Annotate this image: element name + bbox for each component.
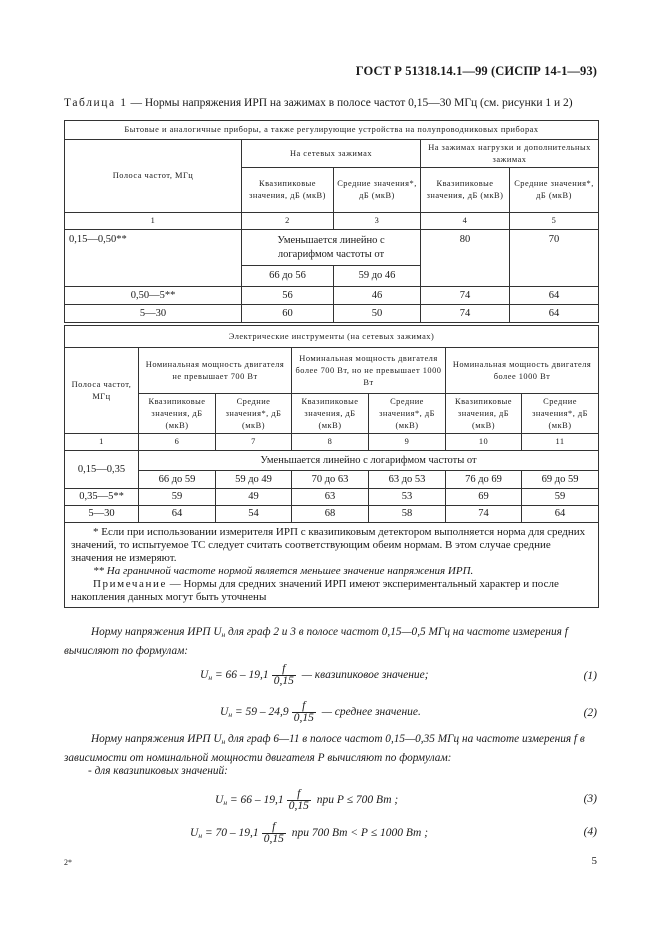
table2-cell: 68 bbox=[292, 506, 369, 523]
table1-group-mains: На сетевых зажимах bbox=[242, 140, 421, 168]
paragraph-1-text-b: для граф 2 и 3 в полосе частот 0,15—0,5 МГц на частоте измерения f вычисляют по формулам: bbox=[64, 626, 568, 657]
formula-lhs: U bbox=[220, 706, 229, 719]
table2-merged-note: Уменьшается линейно с логарифмом частоты от bbox=[139, 451, 599, 471]
table1-cell: 56 bbox=[242, 287, 334, 305]
table1-col-number: 4 bbox=[421, 213, 510, 230]
equation-number: (3) bbox=[583, 793, 597, 805]
table2-cell: 58 bbox=[369, 506, 446, 523]
table1-col-number: 3 bbox=[334, 213, 421, 230]
equation-number: (1) bbox=[583, 670, 597, 682]
table-caption-label: Таблица 1 bbox=[64, 97, 128, 109]
table1-cell: 74 bbox=[421, 287, 510, 305]
fraction-numerator: f bbox=[262, 822, 286, 834]
table2-col-avg: Средние значения*, дБ (мкВ) bbox=[216, 394, 292, 434]
paragraph-1 bbox=[64, 624, 598, 659]
table1-col-avg: Средние значения*, дБ (мкВ) bbox=[334, 168, 421, 213]
table1-freq-header: Полоса частот, МГц bbox=[65, 140, 242, 213]
table1-col-number: 2 bbox=[242, 213, 334, 230]
table1-cell: 64 bbox=[510, 287, 599, 305]
subscript: н bbox=[198, 831, 203, 841]
table1-row-freq: 0,50—5** bbox=[65, 287, 242, 305]
table1-cell: 74 bbox=[421, 305, 510, 323]
table2-cell: 64 bbox=[139, 506, 216, 523]
subscript: н bbox=[228, 710, 233, 720]
paragraph-2-text-a: Норму напряжения ИРП U bbox=[91, 733, 222, 745]
fraction bbox=[272, 664, 296, 687]
table2-cell: 53 bbox=[369, 489, 446, 506]
table-caption bbox=[64, 97, 573, 109]
note-3 bbox=[71, 578, 592, 604]
table1-cell: 80 bbox=[421, 230, 510, 287]
table2-power-group: Номинальная мощность двигателя более 1000 Вт bbox=[446, 348, 599, 394]
fraction bbox=[262, 822, 286, 845]
fraction-denominator: 0,15 bbox=[263, 833, 284, 845]
formula-1 bbox=[200, 664, 429, 687]
formula-tail: при 700 Вт < Р ≤ 1000 Вт ; bbox=[288, 827, 429, 840]
table1-col-qp: Квазипиковые значения, дБ (мкВ) bbox=[421, 168, 510, 213]
table2-cell: 63 до 53 bbox=[369, 471, 446, 489]
table-notes bbox=[65, 523, 599, 608]
subscript: н bbox=[221, 737, 226, 746]
paragraph-1-text-a: Норму напряжения ИРП U bbox=[91, 626, 222, 638]
note-3-label: Примечание bbox=[93, 578, 167, 590]
table1-cell: 70 bbox=[510, 230, 599, 287]
table2-freq-header: Полоса частот, МГц bbox=[65, 348, 139, 434]
subscript: н bbox=[221, 630, 226, 639]
table1-group-load: На зажимах нагрузки и дополнительных зажимах bbox=[421, 140, 599, 168]
table2-cell: 59 bbox=[522, 489, 599, 506]
fraction bbox=[292, 701, 316, 724]
subscript: н bbox=[223, 798, 228, 808]
paragraph-2 bbox=[64, 731, 598, 766]
table2-col-number: 1 bbox=[65, 434, 139, 451]
formula-rhs: = 59 – 24,9 bbox=[234, 706, 289, 719]
table2-col-number: 10 bbox=[446, 434, 522, 451]
page-number: 5 bbox=[591, 855, 597, 867]
table2-col-avg: Средние значения*, дБ (мкВ) bbox=[522, 394, 599, 434]
table-electric-tools bbox=[64, 325, 599, 608]
table1-col-number: 5 bbox=[510, 213, 599, 230]
table2-col-number: 7 bbox=[216, 434, 292, 451]
table1-cell: 66 до 56 bbox=[242, 266, 334, 287]
fraction-denominator: 0,15 bbox=[273, 675, 294, 687]
note-2: ** На граничной частоте нормой является меньшее значение напряжения ИРП. bbox=[93, 565, 474, 577]
table2-col-qp: Квазипиковые значения, дБ (мкВ) bbox=[292, 394, 369, 434]
table1-merged-note: Уменьшается линейно с логарифмом частоты от bbox=[242, 230, 421, 266]
formula-tail: при Р ≤ 700 Вт ; bbox=[313, 794, 399, 807]
note-3-text: — Нормы для средних значений ИРП имеют экспериментальный характер и после накопления данных могут быть уточнены bbox=[71, 578, 559, 603]
table2-cell: 64 bbox=[522, 506, 599, 523]
table2-col-qp: Квазипиковые значения, дБ (мкВ) bbox=[139, 394, 216, 434]
table2-power-group: Номинальная мощность двигателя не превышает 700 Вт bbox=[139, 348, 292, 394]
footer-signature-mark: 2* bbox=[64, 858, 72, 867]
formula-rhs: = 66 – 19,1 bbox=[214, 669, 269, 682]
table1-cell: 60 bbox=[242, 305, 334, 323]
table2-cell: 49 bbox=[216, 489, 292, 506]
table1-col-number: 1 bbox=[65, 213, 242, 230]
table2-col-number: 9 bbox=[369, 434, 446, 451]
table1-cell: 50 bbox=[334, 305, 421, 323]
formula-tail: — квазипиковое значение; bbox=[298, 669, 429, 682]
table2-title: Электрические инструменты (на сетевых зажимах) bbox=[65, 326, 599, 348]
table2-col-qp: Квазипиковые значения, дБ (мкВ) bbox=[446, 394, 522, 434]
table2-cell: 54 bbox=[216, 506, 292, 523]
table2-col-number: 11 bbox=[522, 434, 599, 451]
formula-4 bbox=[190, 822, 428, 845]
table2-cell: 69 до 59 bbox=[522, 471, 599, 489]
table-caption-text: — Нормы напряжения ИРП на зажимах в полосе частот 0,15—30 МГц (см. рисунки 1 и 2) bbox=[127, 97, 573, 109]
fraction-numerator: f bbox=[287, 789, 311, 801]
table2-col-number: 8 bbox=[292, 434, 369, 451]
formula-lhs: U bbox=[190, 827, 199, 840]
formula-lhs: U bbox=[215, 794, 224, 807]
formula-3 bbox=[215, 789, 398, 812]
table2-cell: 63 bbox=[292, 489, 369, 506]
table1-title: Бытовые и аналогичные приборы, а также регулирующие устройства на полупроводниковых приборах bbox=[65, 121, 599, 140]
table2-col-number: 6 bbox=[139, 434, 216, 451]
table1-row-freq: 0,15—0,50** bbox=[65, 230, 242, 287]
fraction-numerator: f bbox=[272, 664, 296, 676]
table1-col-avg: Средние значения*, дБ (мкВ) bbox=[510, 168, 599, 213]
document-header: ГОСТ Р 51318.14.1—99 (СИСПР 14-1—93) bbox=[355, 64, 597, 78]
table2-cell: 76 до 69 bbox=[446, 471, 522, 489]
paragraph-2-text-b: для граф 6—11 в полосе частот 0,15—0,35 МГц на частоте измерения f в зависимости от номинальной мощности двигателя Р вычисляют по формулам: bbox=[64, 733, 585, 764]
formula-2 bbox=[220, 701, 421, 724]
table2-cell: 66 до 59 bbox=[139, 471, 216, 489]
table2-row-freq: 0,15—0,35 bbox=[65, 451, 139, 489]
table2-row-freq: 5—30 bbox=[65, 506, 139, 523]
table2-cell: 59 bbox=[139, 489, 216, 506]
table2-row-freq: 0,35—5** bbox=[65, 489, 139, 506]
table1-cell: 64 bbox=[510, 305, 599, 323]
formula-tail: — среднее значение. bbox=[318, 706, 421, 719]
table2-cell: 59 до 49 bbox=[216, 471, 292, 489]
formula-lhs: U bbox=[200, 669, 209, 682]
table1-row-freq: 5—30 bbox=[65, 305, 242, 323]
table1-cell: 59 до 46 bbox=[334, 266, 421, 287]
table-household-appliances bbox=[64, 120, 599, 323]
table2-cell: 70 до 63 bbox=[292, 471, 369, 489]
fraction-denominator: 0,15 bbox=[293, 712, 314, 724]
note-1: * Если при использовании измерителя ИРП с квазипиковым детектором выполняется норма для средних значений, то испытуемое ТС следует считать соответствующим обеим нормам. В этом случае средние значения не измеряют. bbox=[71, 526, 586, 564]
table2-cell: 69 bbox=[446, 489, 522, 506]
table2-power-group: Номинальная мощность двигателя более 700 Вт, но не превышает 1000 Вт bbox=[292, 348, 446, 394]
table1-col-qp: Квазипиковые значения, дБ (мкВ) bbox=[242, 168, 334, 213]
equation-number: (4) bbox=[583, 826, 597, 838]
fraction bbox=[287, 789, 311, 812]
fraction-numerator: f bbox=[292, 701, 316, 713]
table1-cell: 46 bbox=[334, 287, 421, 305]
formula-rhs: = 70 – 19,1 bbox=[204, 827, 259, 840]
formula-rhs: = 66 – 19,1 bbox=[229, 794, 284, 807]
table2-col-avg: Средние значения*, дБ (мкВ) bbox=[369, 394, 446, 434]
table2-cell: 74 bbox=[446, 506, 522, 523]
equation-number: (2) bbox=[583, 707, 597, 719]
fraction-denominator: 0,15 bbox=[288, 800, 309, 812]
paragraph-2-list-item: - для квазипиковых значений: bbox=[88, 765, 228, 777]
subscript: н bbox=[208, 673, 213, 683]
